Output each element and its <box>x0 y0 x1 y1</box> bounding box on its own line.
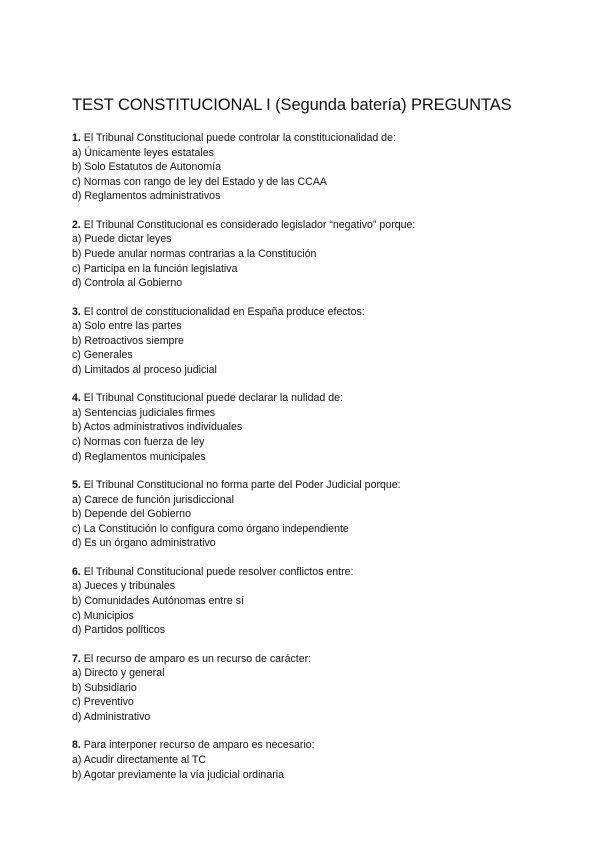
answer-option: b) Comunidades Autónomas entre sí <box>72 595 244 608</box>
question-1 <box>72 131 542 204</box>
answer-option: b) Actos administrativos individuales <box>72 421 243 434</box>
question-text: El Tribunal Constitucional no forma parte del Poder Judicial porque: <box>83 479 401 492</box>
question-2 <box>72 218 542 291</box>
question-stem <box>72 652 542 667</box>
question-number: 4. <box>72 392 81 405</box>
answer-option: d) Reglamentos municipales <box>72 450 206 463</box>
question-number: 5. <box>72 479 81 492</box>
answer-option: b) Agotar previamente la vía judicial ordinaria <box>72 768 284 781</box>
answer-option: d) Administrativo <box>72 710 151 723</box>
question-number: 7. <box>72 652 81 665</box>
answer-option: c) Generales <box>72 349 133 362</box>
answer-option: c) Preventivo <box>72 696 134 709</box>
question-stem <box>72 218 542 233</box>
question-stem <box>72 738 542 753</box>
question-3 <box>72 305 542 378</box>
question-text: El control de constitucionalidad en España produce efectos: <box>83 305 365 318</box>
answer-option: d) Es un órgano administrativo <box>72 537 216 550</box>
question-8 <box>72 738 542 782</box>
question-text: El Tribunal Constitucional puede controlar la constitucionalidad de: <box>83 132 396 144</box>
question-6 <box>72 565 542 638</box>
question-number: 1. <box>72 132 81 144</box>
question-text: El Tribunal Constitucional es considerado legislador “negativo” porque: <box>83 218 416 231</box>
answer-option: a) Sentencias judiciales firmes <box>72 406 216 419</box>
answer-option: a) Acudir directamente al TC <box>72 753 207 766</box>
question-number: 2. <box>72 218 81 231</box>
answer-option: b) Depende del Gobierno <box>72 508 191 521</box>
answer-option: a) Puede dictar leyes <box>72 233 172 246</box>
question-number: 3. <box>72 305 81 318</box>
answer-option: d) Reglamentos administrativos <box>72 190 221 203</box>
document-title: TEST CONSTITUCIONAL I (Segunda batería) PREGUNTAS <box>72 96 512 114</box>
answer-option: c) Normas con fuerza de ley <box>72 436 205 449</box>
question-number: 6. <box>72 565 81 578</box>
question-list <box>72 131 542 796</box>
answer-option: c) Normas con rango de ley del Estado y de las CCAA <box>72 175 327 188</box>
answer-option: a) Directo y general <box>72 667 165 680</box>
question-4 <box>72 391 542 464</box>
answer-option: a) Solo entre las partes <box>72 320 182 333</box>
answer-option: b) Solo Estatutos de Autonomía <box>72 161 221 174</box>
answer-option: c) Municipios <box>72 609 134 622</box>
answer-option: c) La Constitución lo configura como órgano independiente <box>72 522 349 535</box>
answer-option: d) Partidos políticos <box>72 624 166 637</box>
answer-option: a) Jueces y tribunales <box>72 580 176 593</box>
answer-option: b) Retroactivos siempre <box>72 334 184 347</box>
question-stem <box>72 305 542 320</box>
question-text: El Tribunal Constitucional puede declarar la nulidad de: <box>83 392 343 405</box>
answer-option: d) Controla al Gobierno <box>72 277 183 290</box>
answer-option: a) Únicamente leyes estatales <box>72 146 214 159</box>
question-stem <box>72 131 542 146</box>
question-stem <box>72 565 542 580</box>
answer-option: b) Puede anular normas contrarias a la Constitución <box>72 247 317 260</box>
question-number: 8. <box>72 739 81 752</box>
question-text: El Tribunal Constitucional puede resolver conflictos entre: <box>83 565 354 578</box>
question-5 <box>72 478 542 551</box>
question-text: El recurso de amparo es un recurso de carácter: <box>83 652 312 665</box>
question-text: Para interponer recurso de amparo es necesario: <box>83 739 315 752</box>
answer-option: d) Limitados al proceso judicial <box>72 363 217 376</box>
answer-option: c) Participa en la función legislativa <box>72 262 238 275</box>
question-stem <box>72 478 542 493</box>
question-7 <box>72 652 542 725</box>
answer-option: b) Subsidiario <box>72 681 137 694</box>
question-stem <box>72 391 542 406</box>
answer-option: a) Carece de función jurisdiccional <box>72 493 234 506</box>
